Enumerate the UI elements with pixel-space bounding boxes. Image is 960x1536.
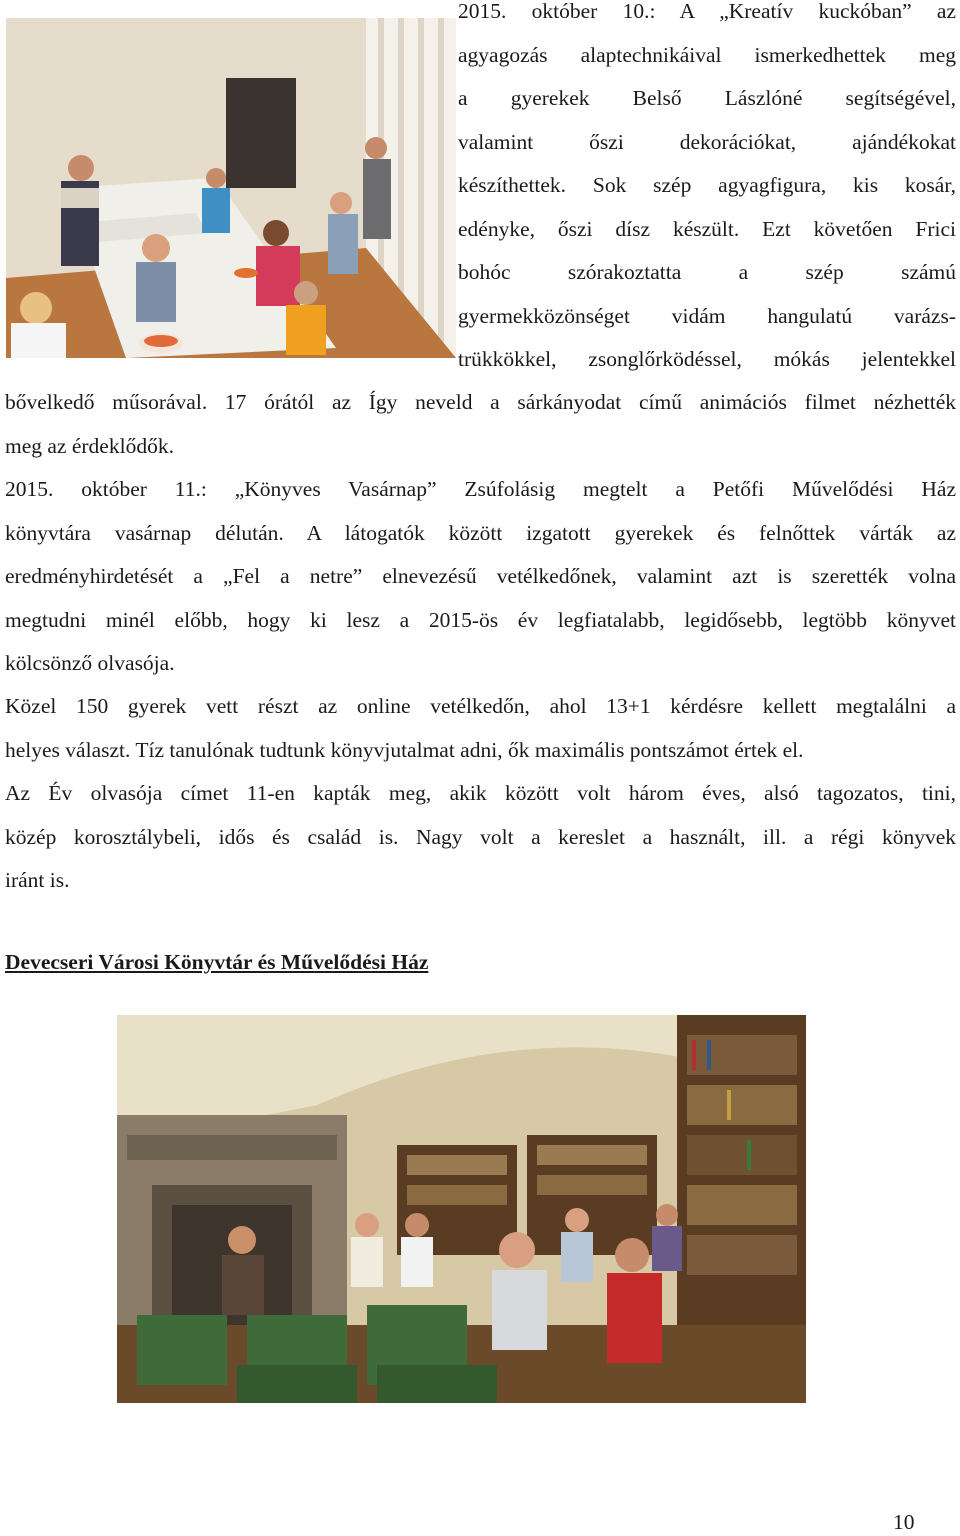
text-line: eredményhirdetését a „Fel a netre” elnevezésű vetélkedőnek, valamint azt is szerették volna [5, 564, 956, 588]
page-number: 10 [893, 1510, 915, 1534]
text-line: Az Év olvasója címet 11-en kapták meg, akik között volt három éves, alsó tagozatos, tini, [5, 781, 956, 805]
paragraph-oct10-continued [5, 381, 956, 468]
text-line: 2015. október 11.: „Könyves Vasárnap” Zsúfolásig megtelt a Petőfi Művelődési Ház [5, 477, 956, 501]
text-line: iránt is. [5, 868, 70, 892]
paragraph-reader-of-year [5, 772, 956, 903]
paragraph-oct11 [5, 468, 956, 686]
text-line: a gyerekek Belső Lászlóné segítségével, [458, 86, 956, 110]
text-line: bohóc szórakoztatta a szép számú [458, 260, 956, 284]
paragraph-online-quiz [5, 685, 956, 772]
text-line: edényke, őszi dísz készült. Ezt követően Frici [458, 216, 956, 241]
text-line: könyvtára vasárnap délután. A látogatók között izgatott gyerekek és felnőttek várták az [5, 520, 956, 545]
text-line: gyermekközönséget vidám hangulatú varázs- [458, 303, 956, 328]
text-line: trükkökkel, zsonglőrködéssel, mókás jelentekkel [458, 347, 956, 371]
text-line: helyes választ. Tíz tanulónak tudtunk könyvjutalmat adni, ők maximális pontszámot értek el. [5, 737, 804, 762]
text-line: 2015. október 10.: A „Kreatív kuckóban” az [458, 0, 956, 23]
text-line: agyagozás alaptechnikáival ismerkedhettek meg [458, 42, 956, 67]
text-line: kölcsönző olvasója. [5, 651, 175, 675]
section-heading: Devecseri Városi Könyvtár és Művelődési Ház [5, 950, 429, 974]
text-line: megtudni minél előbb, hogy ki lesz a 2015-ös év legfiatalabb, legidősebb, legtöbb könyvet [5, 607, 956, 632]
paragraph-oct10-wrapped [458, 0, 956, 382]
text-line: bővelkedő műsorával. 17 órától az Így neveld a sárkányodat című animációs filmet nézhették [5, 390, 956, 414]
text-line: készíthettek. Sok szép agyagfigura, kis kosár, [458, 173, 956, 197]
text-line: meg az érdeklődők. [5, 433, 174, 458]
text-line: közép korosztálybeli, idős és család is. Nagy volt a kereslet a használt, ill. a régi könyvek [5, 824, 956, 849]
text-line: Közel 150 gyerek vett részt az online vetélkedőn, ahol 13+1 kérdésre kellett megtalálni a [5, 694, 956, 718]
library-audience-photo [117, 1015, 806, 1403]
workshop-photo [6, 18, 456, 358]
text-line: valamint őszi dekorációkat, ajándékokat [458, 129, 956, 154]
